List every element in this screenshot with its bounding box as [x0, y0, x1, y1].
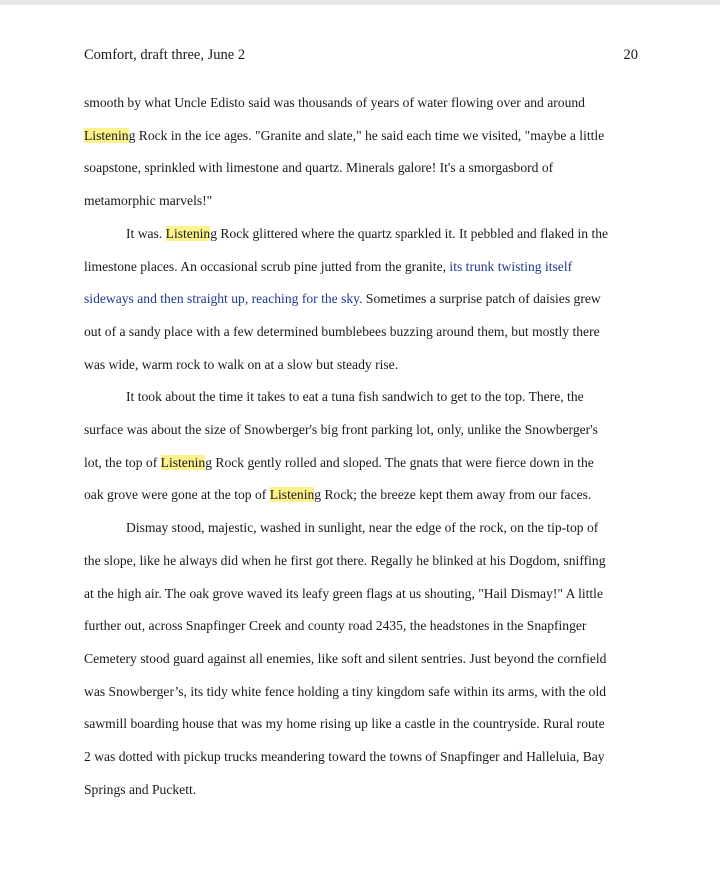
text-run: limestone places. An occasional scrub pine jutted from the granite,: [84, 258, 450, 274]
search-highlight: Listenin: [160, 454, 206, 470]
text-line: soapstone, sprinkled with limestone and quartz. Minerals galore! It's a smorgasbord of: [84, 160, 554, 176]
text-run: It was.: [126, 225, 166, 241]
revised-text: its trunk twisting itself: [449, 258, 573, 274]
search-highlight: Listenin: [269, 487, 315, 503]
page-number: 20: [623, 47, 638, 63]
text-line: at the high air. The oak grove waved its leafy green flags at us shouting, "Hail Dismay!" A little: [84, 585, 603, 601]
text-line: Springs and Puckett.: [84, 781, 197, 797]
text-run: g Rock; the breeze kept them away from our faces.: [314, 487, 592, 503]
header-title: Comfort, draft three, June 2: [84, 47, 246, 63]
text-line: [84, 120, 638, 153]
running-header: [84, 47, 638, 64]
text-line: It took about the time it takes to eat a tuna fish sandwich to get to the top. There, the: [126, 389, 584, 405]
text-line: 2 was dotted with pickup trucks meandering toward the towns of Snapfinger and Halleluia, Bay: [84, 749, 605, 765]
text-run: g Rock in the ice ages. "Granite and slate," he said each time we visited, "maybe a little: [128, 127, 605, 143]
paragraph-1: [84, 87, 638, 218]
paragraph-4: [84, 512, 638, 806]
text-line: [84, 447, 638, 480]
text-line: Dismay stood, majestic, washed in sunlight, near the edge of the rock, on the tip-top of: [126, 520, 599, 536]
text-line: [84, 479, 638, 512]
text-run: g Rock gently rolled and sloped. The gnats that were fierce down in the: [205, 454, 594, 470]
paragraph-2: [84, 218, 638, 382]
text-run: oak grove were gone at the top of: [84, 487, 270, 503]
text-line: out of a sandy place with a few determined bumblebees buzzing around them, but mostly there: [84, 323, 600, 339]
text-line: smooth by what Uncle Edisto said was thousands of years of water flowing over and around: [84, 95, 585, 110]
text-line: was wide, warm rock to walk on at a slow but steady rise.: [84, 356, 399, 372]
text-line: [84, 251, 638, 284]
text-line: sawmill boarding house that was my home rising up like a castle in the countryside. Rural route: [84, 716, 605, 732]
search-highlight: Listenin: [165, 225, 211, 241]
text-run: lot, the top of: [84, 454, 161, 470]
text-run: Sometimes a surprise patch of daisies grew: [362, 291, 601, 307]
manuscript-body: [84, 87, 638, 806]
text-line: surface was about the size of Snowberger's big front parking lot, only, unlike the Snowberger's: [84, 422, 598, 438]
search-highlight: Listenin: [84, 127, 129, 143]
text-line: further out, across Snapfinger Creek and county road 2435, the headstones in the Snapfinger: [84, 618, 587, 634]
revised-text: sideways and then straight up, reaching for the sky.: [84, 291, 363, 307]
text-line: was Snowberger’s, its tidy white fence holding a tiny kingdom safe within its arms, with the old: [84, 683, 607, 699]
text-line: [84, 283, 638, 316]
top-edge-bar: [0, 0, 720, 5]
text-line: the slope, like he always did when he first got there. Regally he blinked at his Dogdom, sniffing: [84, 552, 606, 568]
text-run: g Rock glittered where the quartz sparkled it. It pebbled and flaked in the: [210, 225, 609, 241]
paragraph-3: [84, 381, 638, 512]
text-line: metamorphic marvels!": [84, 193, 213, 209]
text-line: [84, 218, 638, 251]
text-line: Cemetery stood guard against all enemies, like soft and silent sentries. Just beyond the cornfield: [84, 650, 607, 666]
